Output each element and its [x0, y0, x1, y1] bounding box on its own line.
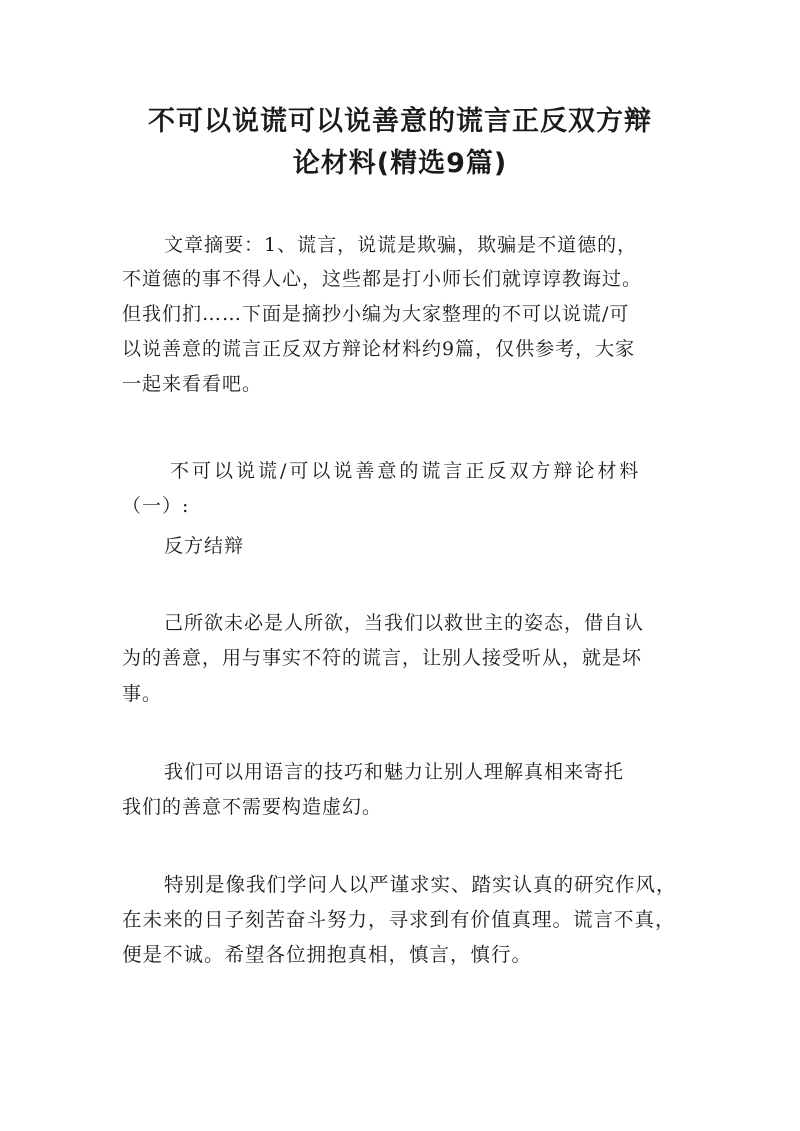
section-heading-line: （一）:	[122, 495, 190, 517]
abstract-line: 一起来看看吧。	[122, 373, 263, 395]
document-title-line-2: 论材料(精选9篇)	[292, 148, 508, 179]
paragraph-line: 我们的善意不需要构造虚幻。	[122, 796, 383, 818]
paragraph-line: 我们可以用语言的技巧和魅力让别人理解真相来寄托	[164, 761, 625, 783]
document-title-line-1: 不可以说谎可以说善意的谎言正反双方辩	[148, 106, 652, 137]
abstract-line: 文章摘要：1、谎言，说谎是欺骗，欺骗是不道德的，	[164, 234, 638, 256]
section-heading-line: 不可以说谎/可以说善意的谎言正反双方辩论材料	[170, 460, 642, 482]
paragraph-line: 事。	[122, 683, 163, 705]
paragraph-line: 便是不诚。希望各位拥抱真相，慎言，慎行。	[122, 943, 533, 966]
paragraph-line: 为的善意，用与事实不符的谎言，让别人接受听从，就是坏	[122, 647, 643, 669]
paragraph-line: 特别是像我们学问人以严谨求实、踏实认真的研究作风，	[164, 873, 677, 896]
section-subheading: 反方结辩	[164, 535, 245, 557]
abstract-line: 以说善意的谎言正反双方辩论材料约9篇，仅供参考，大家	[122, 338, 636, 360]
abstract-line: 但我们扪……下面是摘抄小编为大家整理的不可以说谎/可	[122, 303, 630, 325]
paragraph-line: 己所欲未必是人所欲，当我们以救世主的姿态，借自认	[164, 612, 645, 634]
abstract-line: 不道德的事不得人心，这些都是打小师长们就谆谆教诲过。	[122, 268, 643, 290]
paragraph-line: 在未来的日子刻苦奋斗努力，寻求到有价值真理。谎言不真，	[122, 908, 676, 931]
